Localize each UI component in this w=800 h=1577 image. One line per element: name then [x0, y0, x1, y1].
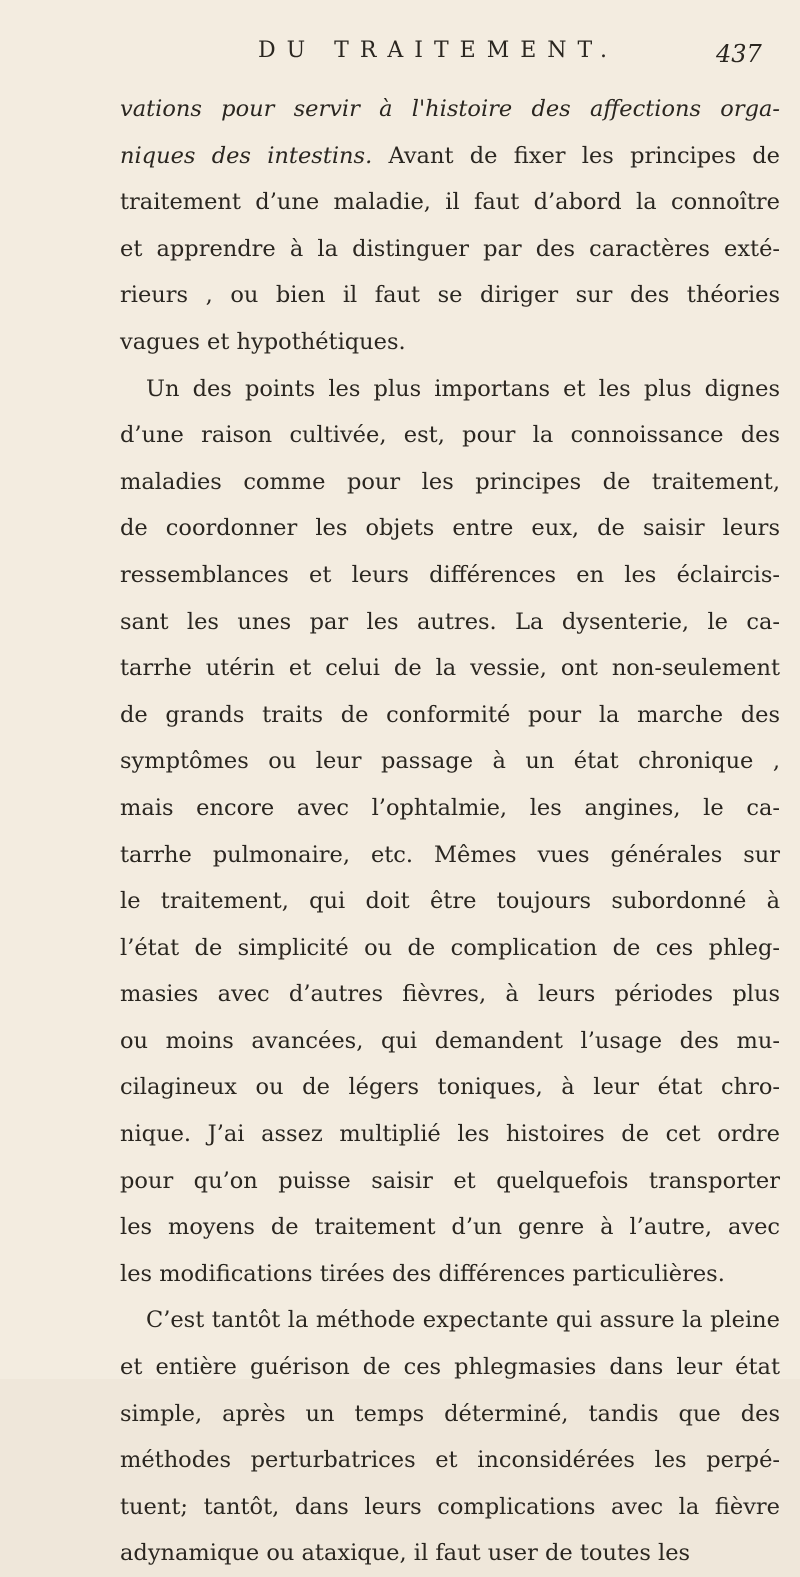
roman-text: et entière guérison de ces phlegmasies dans leur état — [120, 1354, 780, 1381]
text-line — [120, 925, 780, 972]
roman-text: sant les unes par les autres. La dysenterie, le ca- — [120, 608, 780, 635]
text-line — [120, 179, 780, 226]
text-line — [120, 1018, 780, 1065]
roman-text: vagues et hypothétiques. — [120, 328, 406, 355]
text-line — [120, 971, 780, 1018]
roman-text: le traitement, qui doit être toujours subordonné à — [120, 888, 780, 915]
text-line — [120, 86, 780, 133]
roman-text: l’état de simplicité ou de complication de ces phleg- — [120, 934, 780, 961]
text-line — [120, 505, 780, 552]
roman-text: de coordonner les objets entre eux, de saisir leurs — [120, 515, 780, 542]
roman-text: tarrhe pulmonaire, etc. Mêmes vues générales sur — [120, 841, 780, 868]
body-text — [120, 86, 780, 1577]
text-line — [120, 1344, 780, 1391]
text-line — [120, 1251, 780, 1298]
roman-text: Avant de fixer les principes de — [372, 142, 780, 169]
roman-text: masies avec d’autres fièvres, à leurs périodes plus — [120, 981, 780, 1008]
roman-text: tuent; tantôt, dans leurs complications avec la fièvre — [120, 1493, 780, 1520]
running-head: DU TRAITEMENT. — [258, 38, 618, 63]
text-line — [120, 1111, 780, 1158]
roman-text: symptômes ou leur passage à un état chronique , — [120, 748, 780, 775]
roman-text: Un des points les plus importans et les plus dignes — [146, 375, 780, 402]
roman-text: et apprendre à la distinguer par des caractères exté- — [120, 235, 780, 262]
text-line — [120, 133, 780, 180]
text-line — [120, 552, 780, 599]
text-line — [120, 1158, 780, 1205]
roman-text: ressemblances et leurs différences en les éclaircis- — [120, 561, 780, 588]
roman-text: pour qu’on puisse saisir et quelquefois transporter — [120, 1167, 780, 1194]
roman-text: maladies comme pour les principes de traitement, — [120, 468, 780, 495]
text-line — [120, 1297, 780, 1344]
roman-text: C’est tantôt la méthode expectante qui assure la pleine — [146, 1307, 780, 1334]
text-line — [120, 412, 780, 459]
text-line — [120, 832, 780, 879]
text-line — [120, 785, 780, 832]
roman-text: les modifications tirées des différences particulières. — [120, 1260, 725, 1287]
text-line — [120, 1437, 780, 1484]
roman-text: traitement d’une maladie, il faut d’abord la connoître — [120, 189, 780, 216]
text-line — [120, 1484, 780, 1531]
text-line — [120, 319, 780, 366]
roman-text: d’une raison cultivée, est, pour la connoissance des — [120, 422, 780, 449]
italic-text: niques des intestins. — [120, 142, 373, 169]
roman-text: nique. J’ai assez multiplié les histoires de cet ordre — [120, 1121, 780, 1148]
roman-text: mais encore avec l’ophtalmie, les angines, le ca- — [120, 794, 780, 821]
roman-text: adynamique ou ataxique, il faut user de toutes les — [120, 1540, 691, 1567]
roman-text: méthodes perturbatrices et inconsidérées les perpé- — [120, 1447, 780, 1474]
text-line — [120, 738, 780, 785]
roman-text: cilagineux ou de légers toniques, à leur état chro- — [120, 1074, 780, 1101]
text-line — [120, 599, 780, 646]
roman-text: tarrhe utérin et celui de la vessie, ont non-seulement — [120, 655, 780, 682]
page-number: 437 — [716, 40, 762, 68]
roman-text: les moyens de traitement d’un genre à l’autre, avec — [120, 1214, 780, 1241]
text-line — [120, 692, 780, 739]
roman-text: de grands traits de conformité pour la marche des — [120, 701, 780, 728]
roman-text: ou moins avancées, qui demandent l’usage des mu- — [120, 1027, 780, 1054]
text-line — [120, 878, 780, 925]
roman-text: rieurs , ou bien il faut se diriger sur des théories — [120, 282, 780, 309]
italic-text: vations pour servir à l'histoire des affections orga- — [120, 96, 780, 122]
text-line — [120, 1391, 780, 1438]
text-line — [120, 272, 780, 319]
text-line — [120, 366, 780, 413]
text-line — [120, 459, 780, 506]
page-header — [0, 38, 800, 78]
text-line — [120, 1204, 780, 1251]
text-line — [120, 1530, 780, 1577]
roman-text: simple, après un temps déterminé, tandis que des — [120, 1400, 780, 1427]
text-line — [120, 1064, 780, 1111]
text-line — [120, 226, 780, 273]
text-line — [120, 645, 780, 692]
